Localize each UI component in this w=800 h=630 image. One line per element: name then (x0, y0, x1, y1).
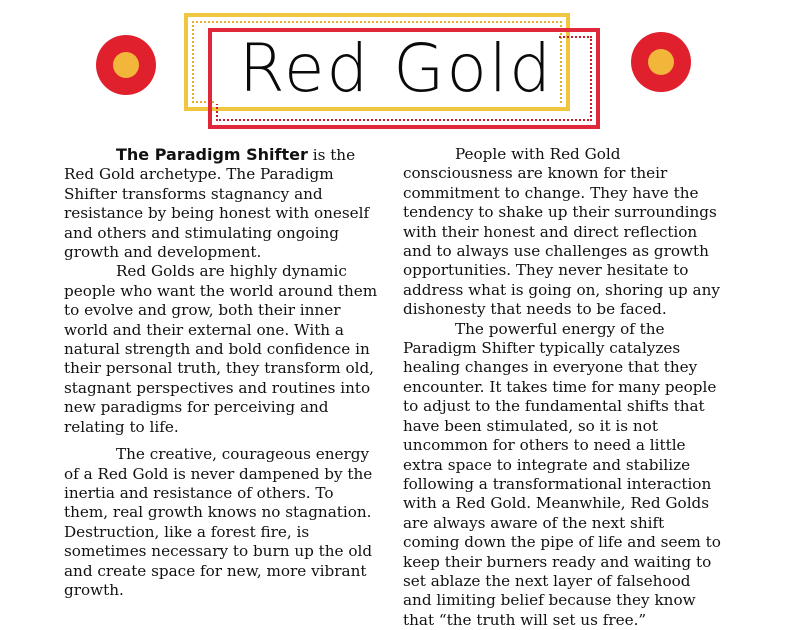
left-column (64, 145, 380, 600)
left-paragraph-2: Red Golds are highly dynamic people who want the world around them to evolve and grow, both their inner world and their external one. With a natural strength and bold confidence in their personal truth, they transform old, stagnant perspectives and routines into new paradigms for perceiving and relating to life. (64, 262, 378, 436)
left-paragraph-1 (64, 145, 380, 262)
red-gold-disc-left (96, 35, 156, 95)
left-paragraph-3: The creative, courageous energy of a Red Gold is never dampened by the inertia and resistance of others. To them, real growth knows no stagnation. Destruction, like a forest fire, is sometimes necessary to burn up the old and create space for new, more vibrant growth. (64, 445, 373, 599)
left-paragraph-1-text: is the Red Gold archetype. The Paradigm Shifter transforms stagnancy and resistance by being honest with oneself and others and stimulating ongoing growth and development. (64, 146, 370, 262)
right-column (403, 145, 723, 630)
gold-dot-right (648, 49, 674, 75)
right-paragraph-1: People with Red Gold consciousness are known for their commitment to change. They have the tendency to shake up their surroundings with their honest and direct reflection and to always use challenges as growth opportunities. They never hesitate to address what is going on, shoring up any dishonesty that needs to be faced. (403, 145, 720, 319)
red-gold-disc-right (631, 32, 691, 92)
page-title: Red Gold (238, 30, 554, 107)
right-paragraph-2: The powerful energy of the Paradigm Shifter typically catalyzes healing changes in everyone that they encounter. It takes time for many people to adjust to the fundamental shifts that have been stimulated, so it is not uncommon for others to need a little extra space to integrate and stabilize following a transformational interaction with a Red Gold. Meanwhile, Red Golds are always aware of the next shift coming down the pipe of life and seem to keep their burners ready and waiting to set ablaze the next layer of falsehood and limiting belief because they know that “the truth will set us free.” (403, 319, 721, 629)
header-banner (0, 0, 800, 140)
archetype-name: The Paradigm Shifter (116, 145, 308, 164)
gold-dot-left (113, 52, 139, 78)
